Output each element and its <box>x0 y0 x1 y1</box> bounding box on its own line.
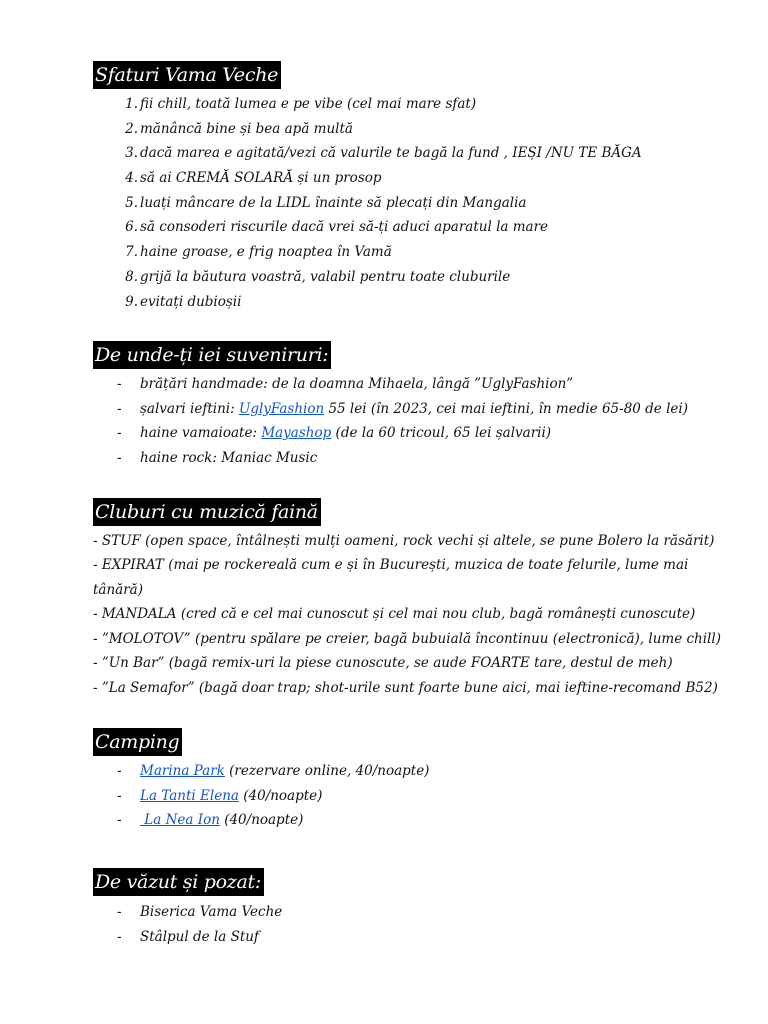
list-item-text: mănâncă bine și bea apă multă <box>140 120 353 137</box>
heading-sfaturi: Sfaturi Vama Veche <box>93 61 281 89</box>
list-item-text: La Tanti Elena (40/noapte) <box>140 787 323 804</box>
list-item-text: La Nea Ion (40/noapte) <box>140 812 304 829</box>
dash-bullet: - <box>117 450 122 467</box>
club-line: - ”Un Bar” (bagă remix-uri la piese cunoscute, se aude FOARTE tare, destul de meh) <box>93 655 673 671</box>
dash-bullet: - <box>117 928 122 945</box>
club-line: - ”MOLOTOV” (pentru spălare pe creier, bagă bubuială încontinuu (electronică), lume chill) <box>93 631 721 647</box>
list-item-text: brățări handmade: de la doamna Mihaela, lângă ”UglyFashion” <box>140 376 574 392</box>
dash-bullet: - <box>117 904 122 920</box>
list-item-text: Biserica Vama Veche <box>140 904 283 920</box>
heading-de-vazut: De văzut și pozat: <box>93 868 264 896</box>
list-item-text: Marina Park (rezervare online, 40/noapte) <box>140 763 430 779</box>
dash-bullet: - <box>117 812 122 829</box>
list-number: 1. <box>125 96 138 112</box>
list-number: 8. <box>125 268 138 285</box>
list-item-text: haine groase, e frig noaptea în Vamă <box>140 244 392 261</box>
heading-suveniruri: De unde-ți iei suveniruri: <box>93 341 331 369</box>
dash-bullet: - <box>117 425 122 442</box>
la-nea-ion-link[interactable]: La Nea Ion <box>140 812 220 829</box>
club-line: - ”La Semafor” (bagă doar trap; shot-urile sunt foarte bune aici, mai ieftine-recomand B52) <box>93 680 718 696</box>
list-item-text: luați mâncare de la LIDL înainte să plecați din Mangalia <box>140 194 527 211</box>
list-item-text: Stâlpul de la Stuf <box>140 928 259 945</box>
mayashop-link[interactable]: Mayashop <box>261 425 332 442</box>
list-item-text: fii chill, toată lumea e pe vibe (cel mai mare sfat) <box>140 96 477 112</box>
list-item-text: șalvari ieftini: UglyFashion 55 lei (în 2023, cei mai ieftini, în medie 65-80 de lei) <box>140 400 688 417</box>
list-number: 4. <box>125 170 138 187</box>
list-item-text: haine rock: Maniac Music <box>140 450 318 467</box>
heading-camping: Camping <box>93 728 182 756</box>
club-line: - EXPIRAT (mai pe rockereală cum e și în București, muzica de toate felurile, lume mai <box>93 557 689 573</box>
list-number: 9. <box>125 293 138 310</box>
list-number: 3. <box>125 145 138 162</box>
club-line: - STUF (open space, întâlnești mulți oameni, rock vechi și altele, se pune Bolero la răsărit) <box>93 533 715 549</box>
dash-bullet: - <box>117 400 122 417</box>
dash-bullet: - <box>117 376 122 392</box>
dash-bullet: - <box>117 787 122 804</box>
list-item-text: grijă la băutura voastră, valabil pentru toate cluburile <box>140 268 511 285</box>
list-number: 2. <box>125 120 138 137</box>
list-item-text: evitați dubioșii <box>140 293 242 310</box>
list-item-text: dacă marea e agitată/vezi că valurile te bagă la fund , IEȘI /NU TE BĂGA <box>140 145 642 162</box>
list-number: 5. <box>125 194 138 211</box>
la-tanti-elena-link[interactable]: La Tanti Elena <box>140 787 239 804</box>
list-item-text: să ai CREMĂ SOLARĂ și un prosop <box>140 170 382 187</box>
heading-cluburi: Cluburi cu muzică faină <box>93 498 321 526</box>
dash-bullet: - <box>117 763 122 779</box>
uglyfashion-link[interactable]: UglyFashion <box>238 400 325 417</box>
list-item-text: haine vamaioate: Mayashop (de la 60 tricoul, 65 lei șalvarii) <box>140 425 552 442</box>
club-line: tânără) <box>93 582 143 598</box>
list-number: 6. <box>125 219 138 236</box>
list-item-text: să consoderi riscurile dacă vrei să-ți aduci aparatul la mare <box>140 219 549 236</box>
club-line: - MANDALA (cred că e cel mai cunoscut și cel mai nou club, bagă românești cunoscute) <box>93 606 696 622</box>
list-number: 7. <box>125 244 138 261</box>
marina-park-link[interactable]: Marina Park <box>140 763 225 779</box>
